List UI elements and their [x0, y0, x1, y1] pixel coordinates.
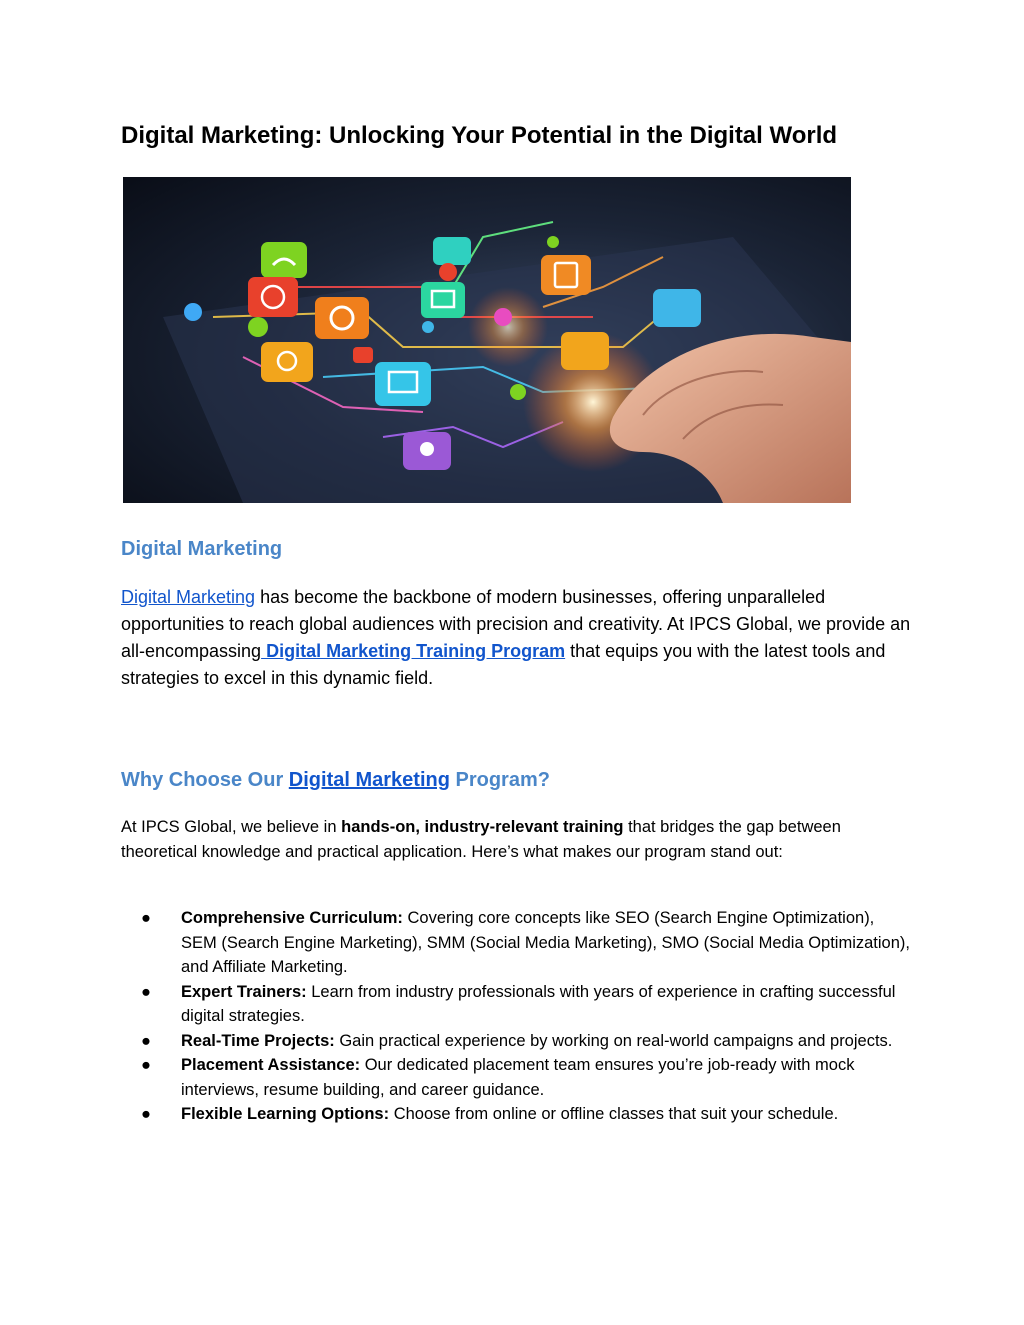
item-label: Expert Trainers:	[181, 982, 307, 1001]
bullet-icon: ●	[141, 982, 151, 1001]
section-heading-why-choose	[121, 767, 550, 793]
bullet-icon: ●	[141, 1056, 151, 1074]
intro-pre: At IPCS Global, we believe in	[121, 818, 342, 836]
why-choose-paragraph	[121, 815, 911, 864]
bullet-icon: ●	[141, 909, 151, 927]
heading-pre: Why Choose Our	[121, 769, 289, 791]
hero-image	[123, 177, 851, 503]
training-program-link[interactable]: Digital Marketing Training Program	[261, 641, 566, 661]
intro-post: that bridges the gap between theoretical knowledge and practical application. Here’s what makes our program stand out:	[121, 818, 841, 861]
item-text: Covering core concepts like SEO (Search Engine Optimization), SEM (Search Engine Marketing), SMM (Social Media Marketing), SMO (Social Media Optimization), and Affiliate Marketing.	[181, 909, 910, 976]
item-text: Choose from online or offline classes that suit your schedule.	[389, 1105, 839, 1123]
item-text: Our dedicated placement team ensures you’re job-ready with mock interviews, resume building, and career guidance.	[181, 1056, 855, 1099]
list-item	[121, 906, 911, 980]
section-heading-digital-marketing: Digital Marketing	[121, 538, 283, 560]
page-title: Digital Marketing: Unlocking Your Potential in the Digital World	[121, 122, 838, 149]
features-list	[121, 906, 911, 1127]
heading-digital-marketing-link[interactable]: Digital Marketing	[288, 769, 450, 791]
heading-post: Program?	[449, 769, 550, 791]
item-label: Flexible Learning Options:	[181, 1105, 390, 1123]
item-label: Real-Time Projects:	[181, 1031, 335, 1050]
bullet-icon: ●	[141, 1105, 151, 1123]
digital-marketing-link[interactable]: Digital Marketing	[121, 587, 256, 607]
list-item	[121, 1102, 911, 1127]
item-label: Placement Assistance:	[181, 1056, 361, 1074]
item-label: Comprehensive Curriculum:	[181, 909, 403, 927]
intro-text-1: has become the backbone of modern businesses, offering unparalleled opportunities to reach global audiences with precision and creativity. At IPCS Global, we provide an all-encompassing	[121, 587, 911, 661]
list-item	[121, 980, 911, 1029]
item-text: Learn from industry professionals with years of experience in crafting successful digital strategies.	[181, 982, 896, 1025]
bullet-icon: ●	[141, 1031, 151, 1050]
item-text: Gain practical experience by working on real-world campaigns and projects.	[334, 1031, 893, 1050]
list-item	[121, 1053, 911, 1102]
intro-text-2: that equips you with the latest tools and strategies to excel in this dynamic field.	[121, 641, 886, 688]
intro-bold: hands-on, industry-relevant training	[341, 818, 624, 836]
intro-paragraph	[121, 584, 911, 692]
list-item	[121, 1029, 911, 1054]
